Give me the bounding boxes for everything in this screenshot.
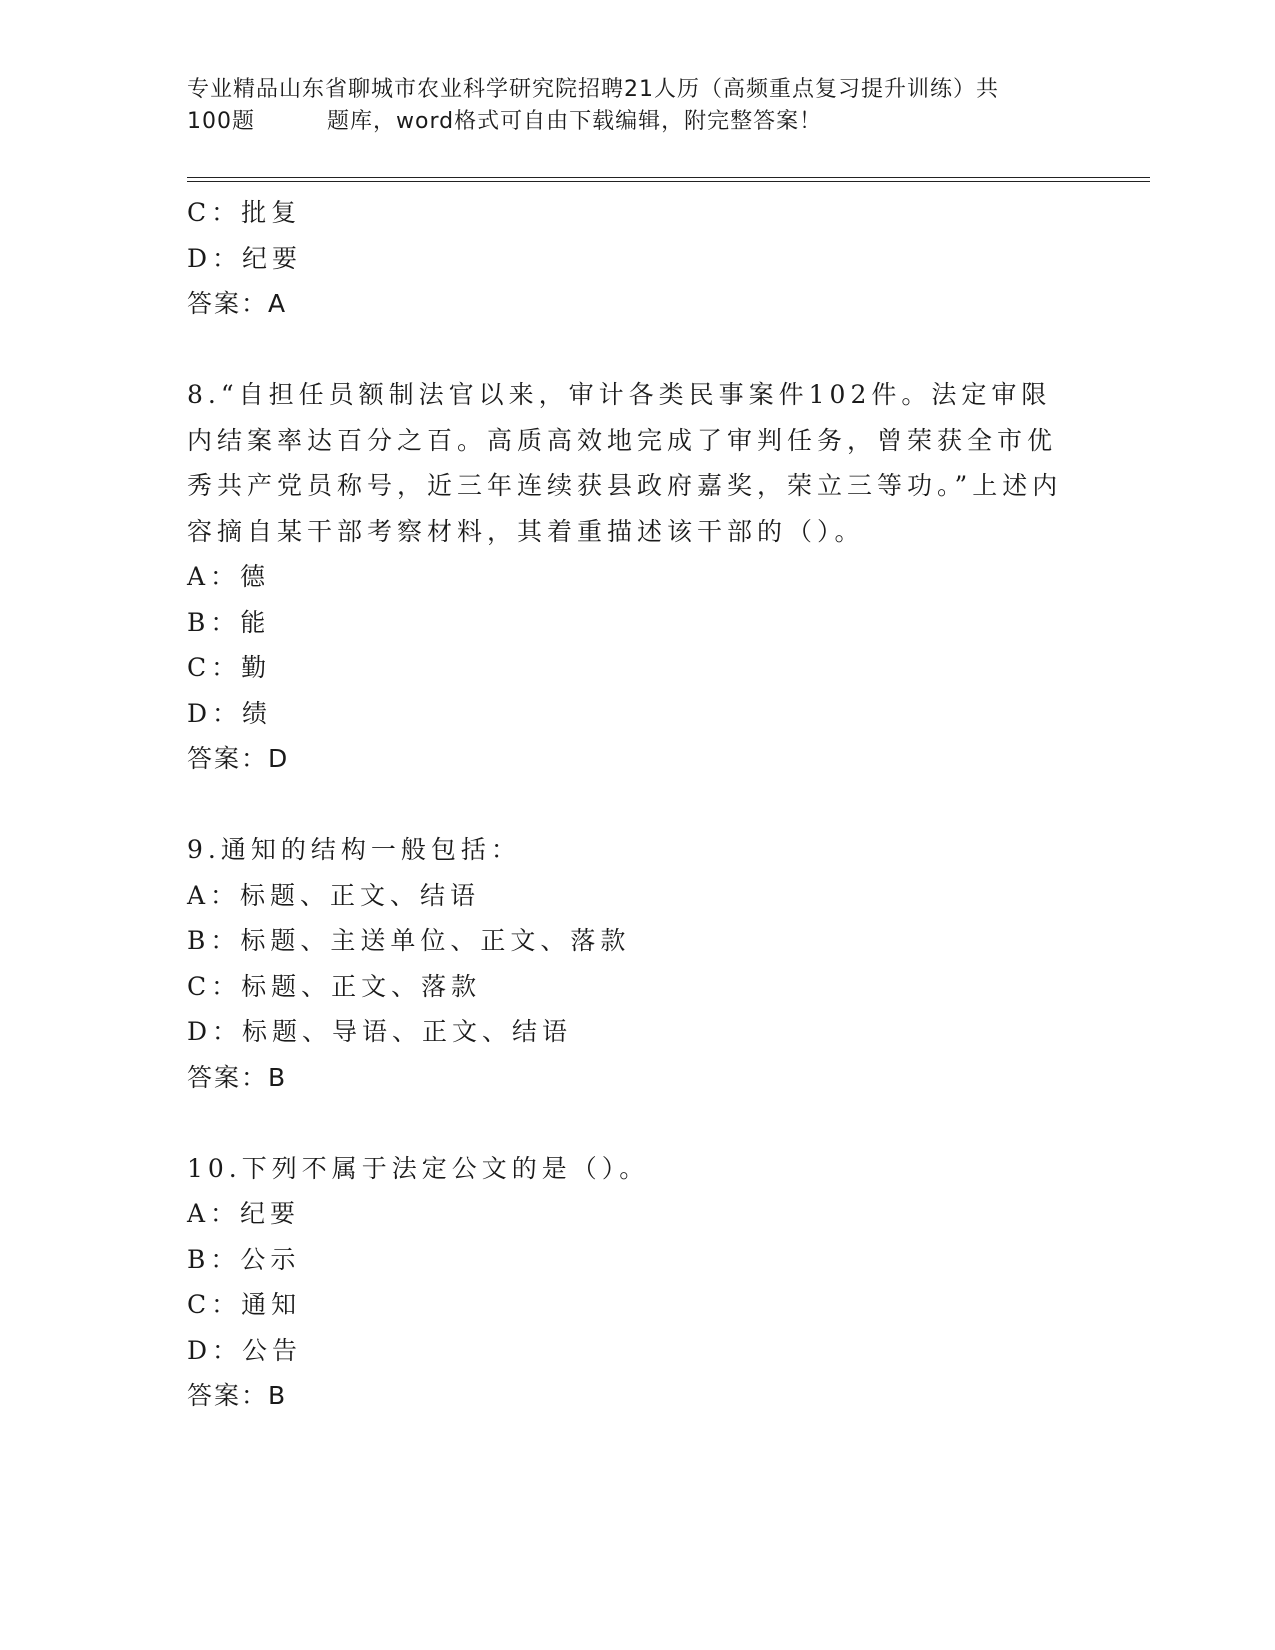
option-c: C：通知 <box>187 1290 302 1319</box>
answer: 答案：A <box>187 289 288 318</box>
option-a: A：标题、正文、结语 <box>187 880 481 910</box>
question-10 <box>187 1146 1087 1419</box>
option-d: D：标题、导语、正文、结语 <box>187 1017 573 1046</box>
header-rule-top <box>187 177 1150 178</box>
option-b: B：公示 <box>187 1244 301 1274</box>
question-9 <box>187 827 1087 1100</box>
header-line-1: 专业精品山东省聊城市农业科学研究院招聘21人历（高频重点复习提升训练）共 <box>187 77 999 102</box>
option-b: B：能 <box>187 607 271 637</box>
question-stem: 9.通知的结构一般包括： <box>187 835 521 864</box>
option-c: C：标题、正文、落款 <box>187 971 482 1001</box>
question-stem: 10.下列不属于法定公文的是（）。 <box>187 1153 650 1183</box>
answer: 答案：B <box>187 1062 288 1092</box>
question-7-continued <box>187 190 1087 327</box>
header-line-2-text: 题库，word格式可自由下载编辑，附完整答案！ <box>327 109 823 134</box>
option-a: A：德 <box>187 562 271 591</box>
option-d: D：纪要 <box>187 243 303 273</box>
header-line-2 <box>187 106 1087 138</box>
document-header <box>187 74 1087 138</box>
answer: 答案：B <box>187 1381 288 1410</box>
option-a: A：纪要 <box>187 1199 301 1228</box>
header-rule-bottom <box>187 181 1150 182</box>
document-body <box>187 190 1087 1419</box>
option-c: C：勤 <box>187 653 272 682</box>
option-b: B：标题、主送单位、正文、落款 <box>187 926 631 955</box>
option-d: D：绩 <box>187 698 273 728</box>
question-stem: 8.“自担任员额制法官以来，审计各类民事案件102件。法定审限内结案率达百分之百。高质高效地完成了审判任务，曾荣获全市优秀共产党员称号，近三年连续获县政府嘉奖，荣立三等功。”上述内容摘自某干部考察材料，其着重描述该干部的（）。 <box>187 380 1063 546</box>
question-8 <box>187 372 1087 782</box>
option-d: D：公告 <box>187 1335 303 1365</box>
header-line-2-count: 100题 <box>187 109 255 134</box>
option-c: C：批复 <box>187 198 302 227</box>
answer: 答案：D <box>187 744 290 773</box>
